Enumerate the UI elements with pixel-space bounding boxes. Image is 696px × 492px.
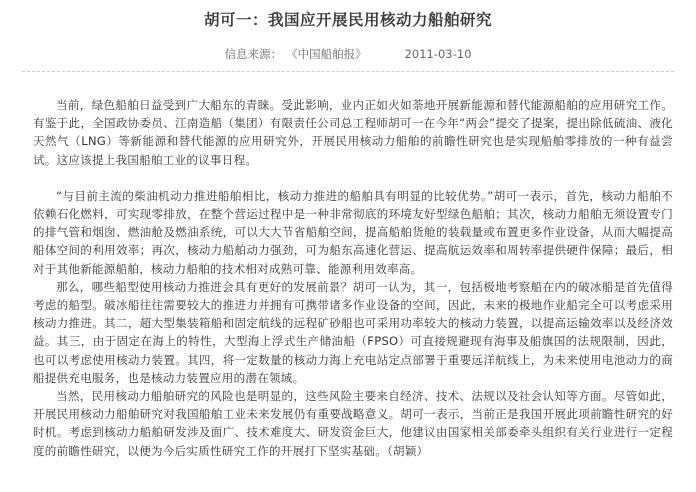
paragraph-ship-types: 那么，哪些船型使用核动力推进会具有更好的发展前景？胡可一认为，其一，包括极地考察船在内的破冰船是首先值得考虑的船型。破冰船往往需要较大的推进力并拥有可携带诸多作业设备的空间，因此，未来的极地作业船完全可以考虑采用核动力推进。其二，超大型集装箱船和固定航线的远程矿砂船也可采用功率较大的核动力装置，以提高运输效率以及经济效益。其三，由于固定在海上的特性，大型海上浮式生产储油船（FPSO）可直接规避现有海事及船旗国的法规限制，因此，也可以考虑使用核动力装置。其四，将一定数量的核动力海上充电站定点部署于重要远洋航线上，为未来使用电池动力的商船提供充电服务，也是核动力装置应用的潜在领域。	[33, 279, 673, 385]
article-body	[33, 96, 673, 460]
article-meta	[0, 45, 696, 63]
publish-date: 2011-03-10	[404, 47, 472, 61]
source-value: 《中国船舶报》	[286, 47, 367, 61]
source-label: 信息来源：	[224, 47, 283, 61]
paragraph-intro: 当前，绿色船舶日益受到广大船东的青睐。受此影响，业内正如火如荼地开展新能源和替代能源船舶的应用研究工作。有鉴于此，全国政协委员、江南造船（集团）有限责任公司总工程师胡可一在今年“两会”提交了提案，提出除低硫油、液化天然气（LNG）等新能源和替代能源的应用研究外，开展民用核动力船舶的前瞻性研究也是实现船舶零排放的一种有益尝试。这应该提上我国船舶工业的议事日程。	[33, 98, 673, 167]
title-divider	[22, 71, 674, 72]
article-title: 胡可一：我国应开展民用核动力船舶研究	[203, 11, 492, 29]
paragraph-risks: 当然，民用核动力船舶研究的风险也是明显的，这些风险主要来自经济、技术、法规以及社会认知等方面。尽管如此，开展民用核动力船舶研究对我国船舶工业未来发展仍有重要战略意义。胡可一表示，当前正是我国开展此项前瞻性研究的好时机。考虑到核动力船舶研发涉及面广、技术难度大、研发资金巨大，他建议由国家相关部委牵头组织有关行业进行一定程度的前瞻性研究，以便为今后实质性研究工作的开展打下坚实基础。（胡颖）	[33, 389, 673, 458]
paragraph-advantages: “与目前主流的柴油机动力推进船舶相比，核动力推进的船舶具有明显的比较优势。”胡可一表示，首先，核动力船舶不依赖石化燃料，可实现零排放，在整个营运过程中是一种非常彻底的环境友好型绿色船舶；其次，核动力船舶无须设置专门的排气管和烟囱、燃油舱及燃油系统，可以大大节省船舶空间，提高船舶货舱的装载量或布置更多作业设备，从而大幅提高船体空间的利用效率；再次，核动力船舶动力强劲，可为船东高速化营运、提高航运效率和周转率提供硬件保障；最后，相对于其他新能源船舶，核动力船舶的技术相对成熟可靠、能源利用效率高。	[33, 188, 673, 276]
